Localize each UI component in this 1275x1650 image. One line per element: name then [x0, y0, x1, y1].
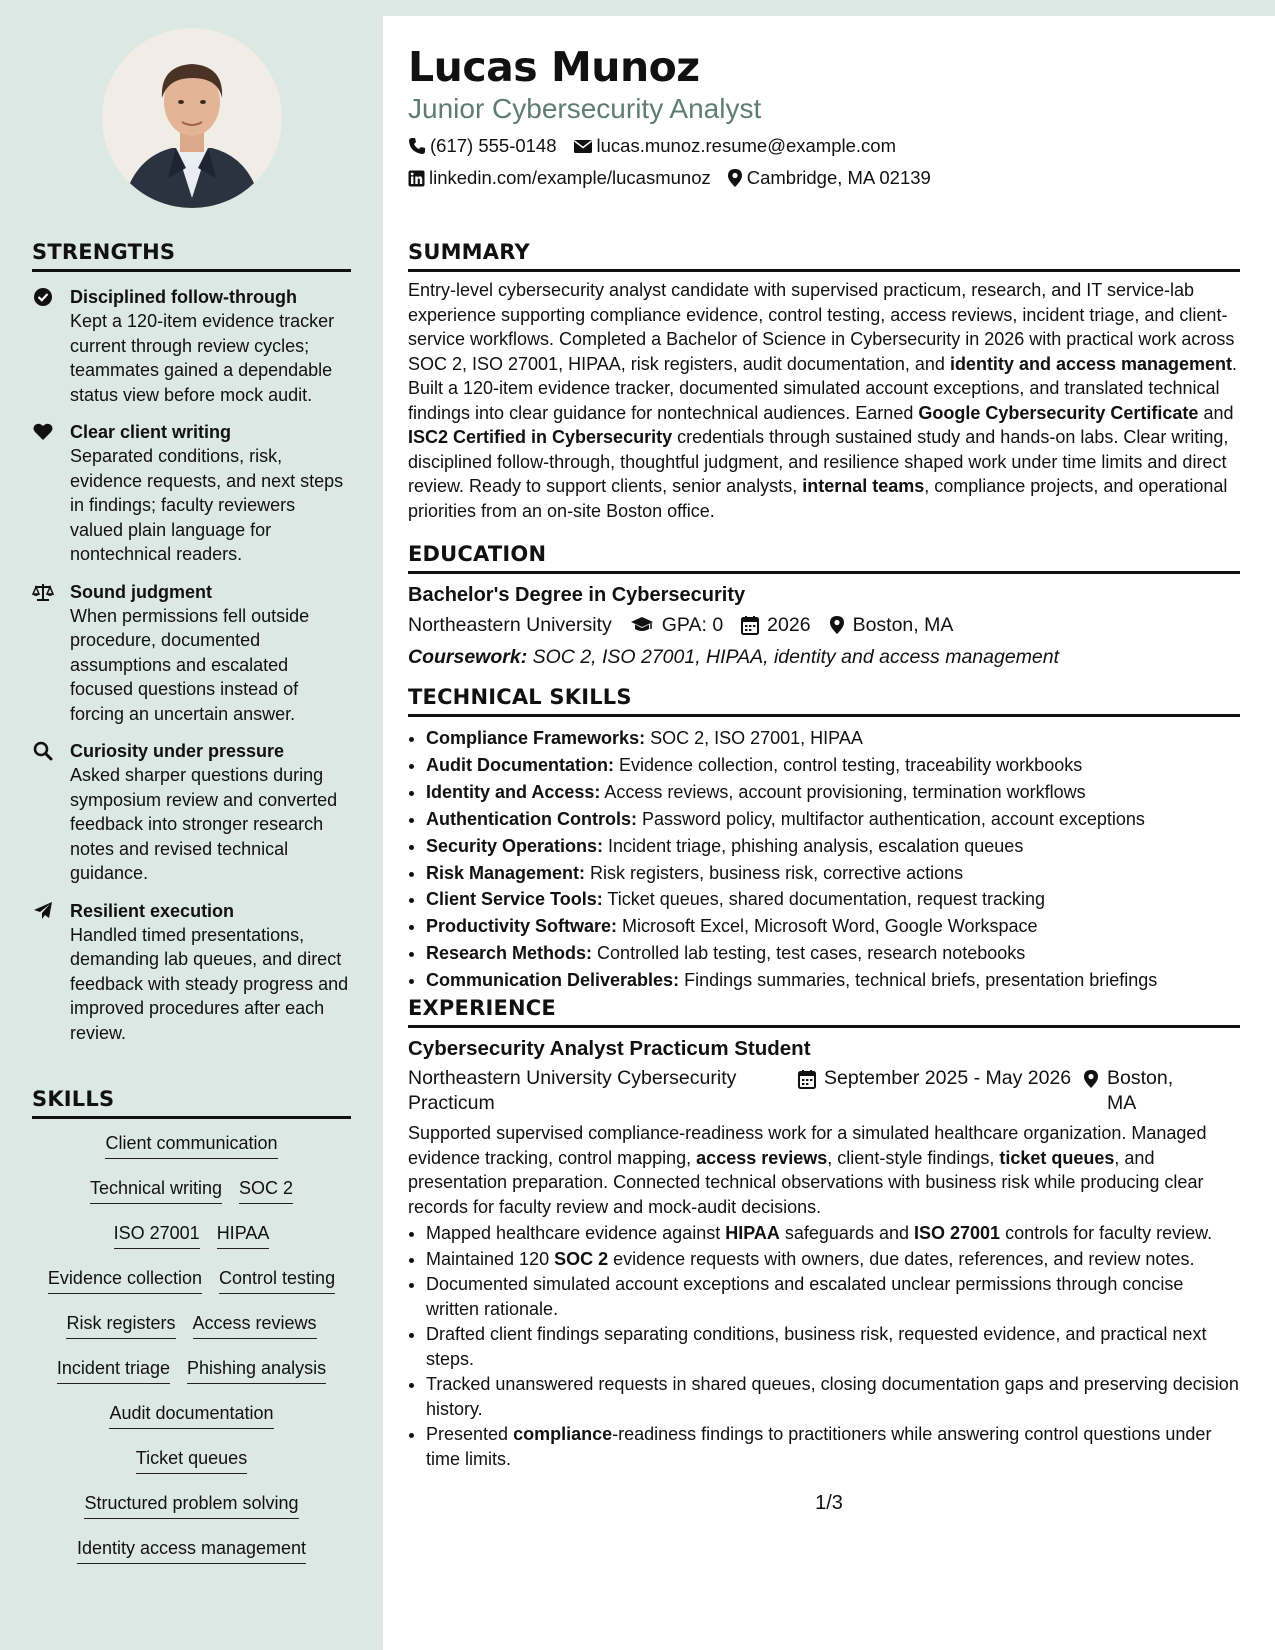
job-title: Cybersecurity Analyst Practicum Student — [408, 1037, 811, 1060]
experience-heading: EXPERIENCE — [408, 996, 1240, 1028]
education-meta — [408, 612, 1240, 638]
degree-title: Bachelor's Degree in Cybersecurity — [408, 584, 746, 606]
main-content — [383, 16, 1275, 1650]
strength-text: Kept a 120-item evidence tracker current through review cycles; teammates gained a dependable status view before mock audit. — [70, 311, 335, 405]
strength-title: Disciplined follow-through — [70, 287, 297, 307]
phone-number: (617) 555-0148 — [430, 135, 557, 156]
sidebar — [0, 0, 383, 1650]
text-run: Drafted client findings separating conditions, business risk, requested evidence, and practical next steps. — [426, 1324, 1207, 1369]
strength-text: When permissions fell outside procedure, documented assumptions and escalated focused questions instead of forcing an uncertain answer. — [70, 605, 310, 724]
text-run: Supported supervised compliance-readiness work for a simulated healthcare organization. Managed evidence tracking, control mapping, — [408, 1123, 1207, 1168]
graduation-cap-icon — [630, 616, 654, 634]
technical-skill-label: Client Service Tools: — [426, 889, 603, 910]
skill-tag: Phishing analysis — [187, 1356, 326, 1384]
education-location — [829, 612, 954, 638]
technical-skill-label: Risk Management: — [426, 862, 586, 883]
calendar-icon — [798, 1069, 816, 1089]
technical-skill-label: Audit Documentation: — [426, 754, 614, 775]
technical-skill-value: Controlled lab testing, test cases, research notebooks — [592, 943, 1026, 964]
technical-skill-item — [426, 886, 1240, 913]
skill-tag: ISO 27001 — [114, 1221, 200, 1249]
strength-title: Sound judgment — [70, 581, 212, 602]
technical-skill-label: Research Methods: — [426, 943, 593, 964]
text-run: . Built a 120-item evidence tracker, documented simulated account exceptions, and translated technical findings into clear guidance for nontechnical audiences. Earned — [408, 353, 1238, 423]
text-run: Tracked unanswered requests in shared queues, closing documentation gaps and preserving decision history. — [426, 1374, 1239, 1419]
skill-tag: Incident triage — [57, 1356, 170, 1384]
technical-skill-value: Incident triage, phishing analysis, escalation queues — [603, 835, 1024, 856]
summary-heading: SUMMARY — [408, 240, 1240, 272]
bold-text: internal teams — [802, 476, 925, 496]
technical-skill-item — [426, 779, 1240, 806]
text-run: controls for faculty review. — [1000, 1223, 1213, 1243]
strength-text: Asked sharper questions during symposium review and converted feedback into stronger research notes and revised technical guidance. — [70, 765, 338, 883]
phone-contact — [408, 134, 557, 158]
skills-list — [32, 1131, 351, 1581]
profile-photo-image — [102, 28, 282, 208]
technical-skill-value: Access reviews, account provisioning, termination workflows — [600, 781, 1086, 802]
strength-item — [32, 739, 351, 886]
job-dates — [798, 1066, 1083, 1115]
education-location-text: Boston, MA — [852, 614, 954, 636]
text-run: , client-style findings, — [827, 1147, 1000, 1168]
map-pin-icon — [829, 615, 845, 635]
skill-row — [32, 1221, 351, 1266]
map-pin-icon — [727, 168, 743, 188]
skill-tag: Risk registers — [66, 1311, 175, 1339]
technical-skill-item — [426, 860, 1240, 887]
strength-text: Handled timed presentations, demanding lab queues, and direct feedback with steady progress and improved procedures after each review. — [70, 924, 349, 1043]
bold-text: ticket queues — [999, 1147, 1115, 1168]
employer: Northeastern University Cybersecurity Practicum — [408, 1067, 737, 1114]
summary-text — [408, 278, 1240, 523]
technical-skill-label: Communication Deliverables: — [426, 970, 680, 991]
linkedin-url: linkedin.com/example/lucasmunoz — [429, 167, 711, 188]
skill-row — [32, 1401, 351, 1446]
strengths-section — [32, 240, 351, 1045]
scale-icon — [32, 581, 54, 603]
technical-skill-item — [426, 806, 1240, 833]
technical-skill-value: Risk registers, business risk, corrective actions — [585, 862, 964, 883]
text-run: evidence requests with owners, due dates, references, and review notes. — [608, 1248, 1195, 1269]
technical-skill-item — [426, 833, 1240, 860]
text-run: Entry-level cybersecurity analyst candidate with supervised practicum, research, and IT service-lab experience supporting compliance evidence, control testing, access reviews, incident triage, and client-service workflows. Completed a Bachelor of Science in Cybersecurity in 2026 with practical work across SOC 2, ISO 27001, HIPAA, risk registers, audit documentation, and — [408, 280, 1235, 374]
skill-row — [32, 1311, 351, 1356]
email-address: lucas.munoz.resume@example.com — [596, 135, 896, 156]
technical-skill-value: Findings summaries, technical briefs, presentation briefings — [679, 970, 1158, 991]
technical-skill-value: Password policy, multifactor authentication, account exceptions — [636, 808, 1145, 829]
text-run: and — [1198, 402, 1234, 423]
year-text: 2026 — [767, 614, 811, 636]
strength-title: Clear client writing — [70, 422, 232, 442]
technical-skill-item — [426, 940, 1240, 967]
technical-skill-label: Security Operations: — [426, 835, 604, 856]
linkedin-contact[interactable] — [408, 166, 711, 190]
technical-skill-item — [426, 725, 1240, 752]
technical-skills-list — [408, 725, 1240, 994]
strength-title: Curiosity under pressure — [70, 741, 285, 761]
skill-row — [32, 1266, 351, 1311]
text-run: Presented — [426, 1424, 514, 1444]
education-section — [408, 542, 1240, 670]
text-run: , and presentation preparation. Connected technical observations with business risk while producing clear records for faculty review and mock-audit decisions. — [408, 1147, 1204, 1217]
technical-skill-value: SOC 2, ISO 27001, HIPAA — [645, 728, 863, 748]
skill-tag: Structured problem solving — [84, 1491, 298, 1519]
skill-tag: Client communication — [105, 1131, 277, 1159]
experience-bullets — [408, 1221, 1240, 1471]
linkedin-icon — [408, 170, 425, 187]
technical-skill-value: Ticket queues, shared documentation, request tracking — [602, 889, 1045, 910]
experience-bullet — [426, 1221, 1240, 1246]
location-text: Cambridge, MA 02139 — [746, 167, 931, 188]
skill-tag: Technical writing — [90, 1176, 222, 1204]
skills-section — [32, 1087, 351, 1581]
skill-row — [32, 1446, 351, 1491]
search-icon — [32, 740, 54, 762]
experience-bullet — [426, 1422, 1240, 1471]
strength-title: Resilient execution — [70, 900, 235, 921]
skills-heading: SKILLS — [32, 1087, 351, 1119]
strength-item — [32, 899, 351, 1046]
strength-text: Separated conditions, risk, evidence requests, and next steps in findings; faculty reviewers valued plain language for nontechnical readers. — [70, 446, 344, 564]
experience-bullet — [426, 1322, 1240, 1371]
education-heading: EDUCATION — [408, 542, 1240, 574]
experience-summary — [408, 1121, 1240, 1219]
technical-skill-label: Compliance Frameworks: — [426, 728, 646, 748]
skill-tag: SOC 2 — [239, 1176, 293, 1204]
experience-bullet — [426, 1247, 1240, 1272]
bold-text: ISC2 Certified in Cybersecurity — [408, 427, 673, 447]
skill-tag: Control testing — [219, 1266, 335, 1294]
strength-item — [32, 285, 351, 407]
skill-tag: Evidence collection — [48, 1266, 202, 1294]
bold-text: access reviews — [696, 1147, 828, 1168]
job-location-text: Boston, MA — [1107, 1067, 1174, 1114]
skill-row — [32, 1536, 351, 1581]
technical-skill-item — [426, 967, 1240, 994]
experience-bullet — [426, 1372, 1240, 1421]
email-contact[interactable] — [573, 134, 896, 158]
technical-skill-value: Evidence collection, control testing, traceability workbooks — [613, 754, 1083, 775]
bold-text: HIPAA — [725, 1223, 780, 1243]
skill-row — [32, 1356, 351, 1401]
coursework-text: SOC 2, ISO 27001, HIPAA, identity and access management — [532, 646, 1060, 668]
graduation-year — [741, 612, 810, 638]
candidate-name: Lucas Munoz — [408, 43, 700, 91]
check-circle-icon — [32, 286, 54, 308]
coursework — [408, 644, 1240, 670]
technical-skill-label: Identity and Access: — [426, 781, 601, 802]
job-location — [1083, 1066, 1203, 1115]
skill-row — [32, 1176, 351, 1221]
contact-line-1 — [408, 134, 912, 158]
bold-text: identity and access management — [949, 353, 1233, 374]
technical-skills-section — [408, 685, 1240, 994]
skill-tag: Audit documentation — [109, 1401, 273, 1429]
phone-icon — [408, 137, 426, 155]
bold-text: compliance — [513, 1424, 613, 1444]
school-text: Northeastern University — [408, 614, 612, 636]
gpa-text: GPA: 0 — [661, 614, 724, 636]
summary-section — [408, 240, 1240, 523]
text-run: -readiness findings to practitioners while answering control questions under time limits. — [426, 1424, 1212, 1469]
location-contact — [727, 166, 931, 190]
technical-skill-label: Productivity Software: — [426, 916, 618, 937]
page-number: 1/3 — [815, 1492, 843, 1514]
experience-bullet — [426, 1272, 1240, 1321]
text-run: Mapped healthcare evidence against — [426, 1223, 726, 1243]
technical-skills-heading: TECHNICAL SKILLS — [408, 685, 1240, 717]
school-name — [408, 612, 612, 638]
coursework-label: Coursework: — [408, 646, 528, 668]
bold-text: ISO 27001 — [914, 1223, 1001, 1243]
technical-skill-item — [426, 752, 1240, 779]
skill-tag: Access reviews — [193, 1311, 317, 1339]
skill-tag: Ticket queues — [136, 1446, 247, 1474]
text-run: credentials through sustained study and hands-on labs. Clear writing, disciplined follow-through, thoughtful judgment, and resilience shaped work under time limits and direct review. Ready to support clients, senior analysts, — [408, 427, 1229, 496]
job-dates-text: September 2025 - May 2026 — [824, 1067, 1072, 1089]
text-run: , compliance projects, and operational priorities from an on-site Boston office. — [408, 476, 1228, 521]
contact-line-2 — [408, 166, 947, 190]
paper-plane-icon — [32, 900, 54, 922]
gpa — [630, 612, 723, 638]
technical-skill-item — [426, 913, 1240, 940]
experience-section — [408, 996, 1240, 1472]
strengths-heading: STRENGTHS — [32, 240, 351, 272]
heart-icon — [32, 421, 54, 443]
skill-row — [32, 1491, 351, 1536]
job-meta — [408, 1066, 1240, 1115]
candidate-role: Junior Cybersecurity Analyst — [408, 93, 762, 124]
map-pin-icon — [1083, 1069, 1099, 1089]
envelope-icon — [573, 138, 593, 154]
text-run: safeguards and — [779, 1223, 914, 1243]
text-run: Maintained 120 — [426, 1248, 555, 1269]
strengths-list — [32, 285, 351, 1045]
bold-text: Google Cybersecurity Certificate — [918, 402, 1199, 423]
strength-item — [32, 420, 351, 567]
technical-skill-value: Microsoft Excel, Microsoft Word, Google Workspace — [617, 916, 1038, 937]
profile-photo — [102, 28, 282, 208]
skill-row — [32, 1131, 351, 1176]
skill-tag: Identity access management — [77, 1536, 306, 1564]
skill-tag: HIPAA — [217, 1221, 270, 1249]
technical-skill-label: Authentication Controls: — [426, 808, 637, 829]
bold-text: SOC 2 — [554, 1248, 609, 1269]
text-run: Documented simulated account exceptions and escalated unclear permissions through concise written rationale. — [426, 1274, 1184, 1319]
calendar-icon — [741, 615, 759, 635]
strength-item — [32, 580, 351, 727]
